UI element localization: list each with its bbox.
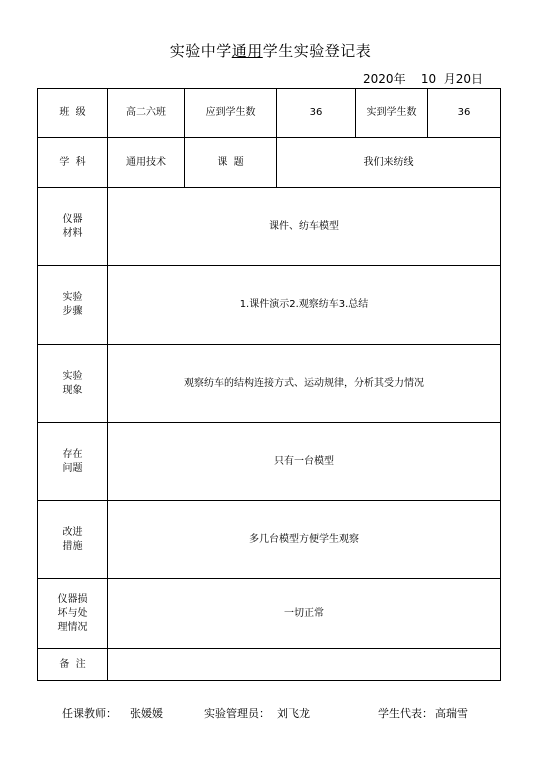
subject-label: 学 科 bbox=[38, 138, 108, 188]
topic-value: 我们来纺线 bbox=[277, 138, 501, 188]
problems-row bbox=[38, 423, 501, 501]
title-prefix: 实验中学 bbox=[169, 42, 232, 60]
remarks-row bbox=[38, 649, 501, 681]
class-value: 高二六班 bbox=[108, 89, 185, 138]
phenomenon-label: 实验 现象 bbox=[38, 345, 108, 423]
actual-students-value: 36 bbox=[428, 89, 501, 138]
manager-label: 实验管理员： bbox=[204, 707, 270, 720]
subject-value: 通用技术 bbox=[108, 138, 185, 188]
equipment-row bbox=[38, 188, 501, 266]
expected-students-value: 36 bbox=[277, 89, 356, 138]
improvements-value: 多几台模型方便学生观察 bbox=[108, 501, 501, 579]
improvements-label: 改进 措施 bbox=[38, 501, 108, 579]
remarks-label: 备 注 bbox=[38, 649, 108, 681]
procedure-row bbox=[38, 266, 501, 345]
problems-label: 存在 问题 bbox=[38, 423, 108, 501]
procedure-value: 1.课件演示2.观察纺车3.总结 bbox=[108, 266, 501, 345]
title-suffix: 学生实验登记表 bbox=[262, 42, 372, 60]
actual-students-label: 实到学生数 bbox=[356, 89, 428, 138]
improvements-row bbox=[38, 501, 501, 579]
record-date: 2020年 10 月20日 bbox=[363, 72, 483, 86]
damage-label: 仪器损 坏与处 理情况 bbox=[38, 579, 108, 649]
subject-row bbox=[38, 138, 501, 188]
expected-students-label: 应到学生数 bbox=[185, 89, 277, 138]
procedure-label: 实验 步骤 bbox=[38, 266, 108, 345]
teacher-name: 张媛媛 bbox=[130, 707, 163, 720]
remarks-value bbox=[108, 649, 501, 681]
class-label: 班 级 bbox=[38, 89, 108, 138]
topic-label: 课 题 bbox=[185, 138, 277, 188]
class-row bbox=[38, 89, 501, 138]
problems-value: 只有一台模型 bbox=[108, 423, 501, 501]
registration-table bbox=[37, 88, 501, 681]
damage-row bbox=[38, 579, 501, 649]
equipment-label: 仪器 材料 bbox=[38, 188, 108, 266]
phenomenon-row bbox=[38, 345, 501, 423]
equipment-value: 课件、纺车模型 bbox=[108, 188, 501, 266]
phenomenon-value: 观察纺车的结构连接方式、运动规律，分析其受力情况 bbox=[108, 345, 501, 423]
manager-name: 刘飞龙 bbox=[277, 707, 310, 720]
page-title bbox=[0, 40, 541, 61]
damage-value: 一切正常 bbox=[108, 579, 501, 649]
student-rep-name: 高瑞雪 bbox=[435, 707, 468, 720]
student-rep-label: 学生代表： bbox=[378, 707, 433, 720]
title-subject: 通用 bbox=[231, 42, 263, 60]
teacher-label: 任课教师： bbox=[62, 707, 117, 720]
